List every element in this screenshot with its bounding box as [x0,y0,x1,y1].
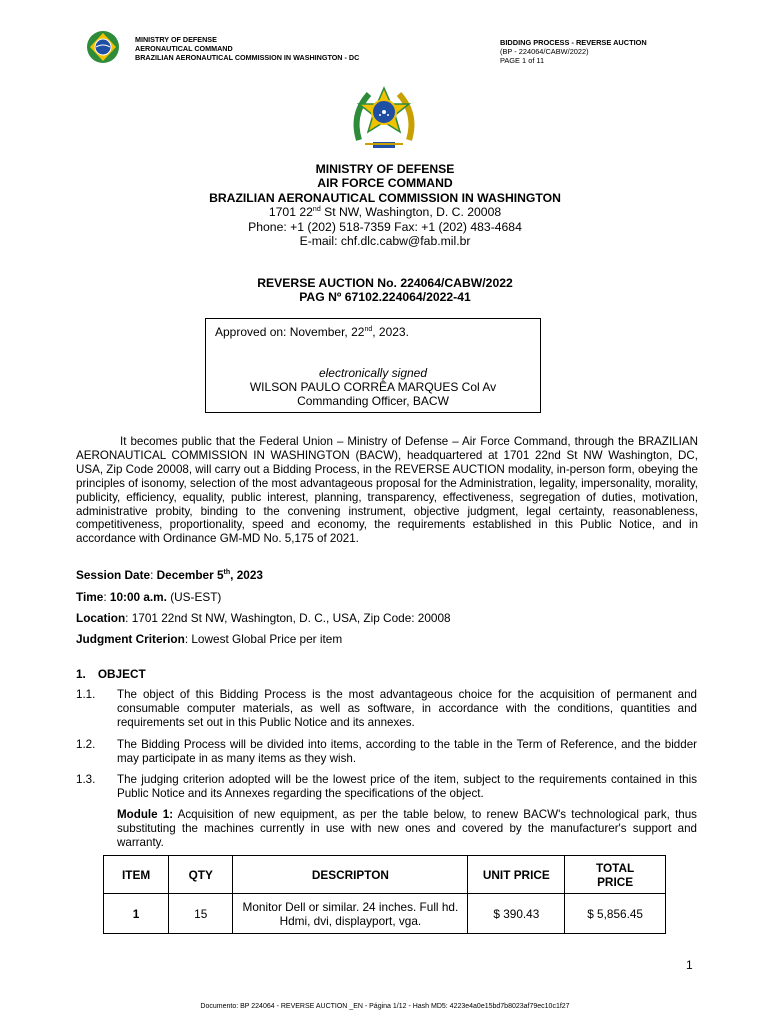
item-text: The judging criterion adopted will be the lowest price of the item, subject to the requirements contained in this Public Notice and its Annexes regarding the specifications of the object. [117,773,697,800]
auction-id [0,276,770,304]
item-text: The object of this Bidding Process is the most advantageous choice for the acquisition of permanent and consumable computer materials, as well as software, in accordance with the conditions, quantities and requirements set out in this Public Notice and its annexes. [117,688,697,729]
table-cell: 1 [104,894,169,934]
approval-role: Commanding Officer, BACW [297,394,449,408]
title-phone: Phone: +1 (202) 518-7359 Fax: +1 (202) 483-4684 [248,219,522,234]
table-row [104,894,666,934]
session-date: Session Date: December 5th, 2023 [76,568,263,582]
title-block [0,162,770,248]
intro-paragraph: It becomes public that the Federal Union – Ministry of Defense – Air Force Command, through the BRAZILIAN AERONAUTICAL COMMISSION IN WASHINGTON (BACW), headquartered at 1701 22nd St NW Washington, DC, USA, Zip Code 20008, will carry out a Bidding Process, in the REVERSE AUCTION modality, in-person form, obeying the principles of isonomy, selection of the most advantageous proposal for the Administration, legality, impersonality, morality, publicity, efficiency, equality, public interest, planning, transparency, effectiveness, segregation of duties, motivation, administrative probity, binding to the convening instrument, objective judgment, legal certainty, reasonableness, competitiveness, proportionality, speed and economy, the requirements established in this Public Notice, and in accordance with Ordinance GM-MD No. 5,175 of 2021. [76,435,698,546]
title-address: 1701 22nd St NW, Washington, D. C. 20008 [268,205,502,220]
page-number: 1 [686,958,693,972]
title-line3: BRAZILIAN AERONAUTICAL COMMISSION IN WASHINGTON [209,190,561,205]
table-header-cell: TOTAL PRICE [565,856,666,894]
approval-signed: electronically signed [318,366,428,380]
approval-name: WILSON PAULO CORRÊA MARQUES Col Av [249,380,497,394]
table-header-cell: UNIT PRICE [468,856,565,894]
header-left [135,35,359,62]
approval-date: Approved on: November, 22nd, 2023. [215,325,409,339]
table-cell: 15 [169,894,233,934]
items-table [103,855,666,934]
header-right-line1: BIDDING PROCESS - REVERSE AUCTION [500,38,647,47]
header-left-line2: AERONAUTICAL COMMAND [135,44,233,53]
judgment-criterion: Judgment Criterion: Lowest Global Price per item [76,632,343,646]
header-right-line3: PAGE 1 of 11 [500,56,545,65]
table-header-row [104,856,666,894]
item-number: 1.2. [76,738,96,751]
header-left-line1: MINISTRY OF DEFENSE [135,35,217,44]
module-paragraph: Module 1: Acquisition of new equipment, as per the table below, to renew BACW's technological park, thus substituting the machines currently in use with new ones and covered by the manufacturer's support and warranty. [117,808,697,849]
approval-box [205,318,541,413]
item-text: The Bidding Process will be divided into items, according to the table in the Term of Reference, and the bidder may participate in as many items as they wish. [117,738,697,765]
coat-of-arms-icon [347,84,421,156]
table-header-cell: ITEM [104,856,169,894]
document-footer: Documento: BP 224064 - REVERSE AUCTION _EN - Página 1/12 - Hash MD5: 4223e4a0e15bd7b8023af79ec10c1f27 [200,1003,570,1010]
table-header-cell: DESCRIPTON [233,856,468,894]
item-number: 1.1. [76,688,96,701]
table-cell: $ 5,856.45 [565,894,666,934]
title-line1: MINISTRY OF DEFENSE [315,162,455,176]
header-emblem [86,30,120,64]
session-time: Time: 10:00 a.m. (US-EST) [76,590,222,604]
table-cell: $ 390.43 [468,894,565,934]
table-header-cell: QTY [169,856,233,894]
auction-pag: PAG Nº 67102.224064/2022-41 [299,290,471,304]
item-number: 1.3. [76,773,96,786]
table-cell: Monitor Dell or similar. 24 inches. Full hd. Hdmi, dvi, displayport, vga. [233,894,468,934]
title-line2: AIR FORCE COMMAND [317,176,453,191]
header-right-line2: (BP - 224064/CABW/2022) [500,47,589,56]
auction-number: REVERSE AUCTION No. 224064/CABW/2022 [257,276,513,290]
header-left-line3: BRAZILIAN AERONAUTICAL COMMISSION IN WASHINGTON - DC [135,53,360,62]
header-right [500,38,647,65]
title-email: E-mail: chf.dlc.cabw@fab.mil.br [299,234,471,249]
section-heading: 1. OBJECT [76,667,146,681]
session-location: Location: 1701 22nd St NW, Washington, D. C., USA, Zip Code: 20008 [76,611,451,625]
